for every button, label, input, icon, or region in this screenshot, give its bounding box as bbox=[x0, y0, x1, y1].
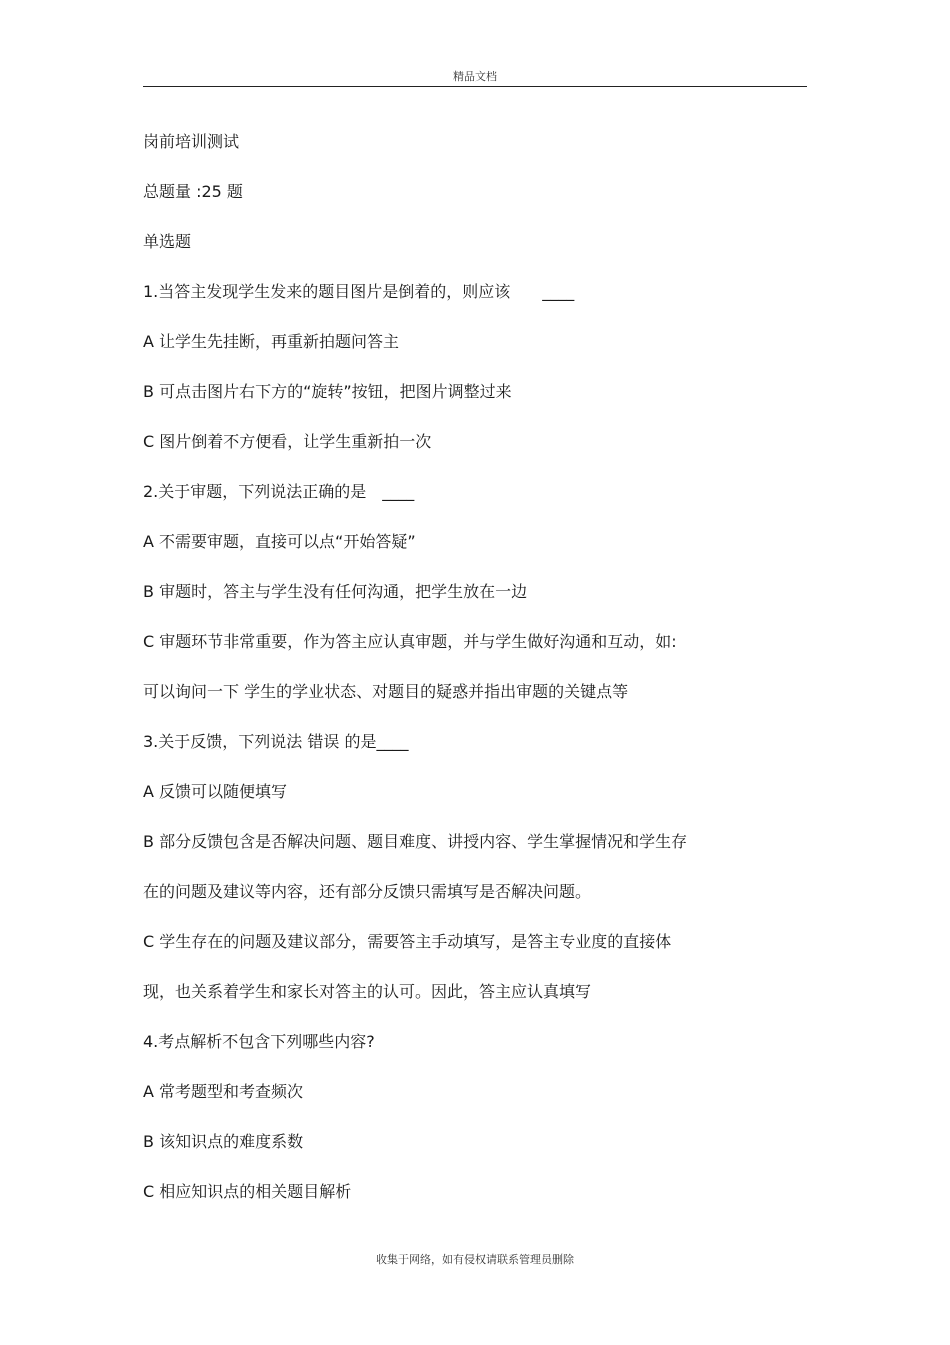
q4-option-b: B 该知识点的难度系数 bbox=[143, 1132, 304, 1151]
q3-option-b-cont: 在的问题及建议等内容，还有部分反馈只需填写是否解决问题。 bbox=[143, 882, 592, 901]
header-divider bbox=[143, 86, 807, 87]
question-3: 3.关于反馈，下列说法 错误 的是____ bbox=[143, 732, 409, 751]
q1-option-c: C 图片倒着不方便看，让学生重新拍一次 bbox=[143, 432, 432, 451]
q3-option-c-cont: 现，也关系着学生和家长对答主的认可。因此，答主应认真填写 bbox=[143, 982, 592, 1001]
q1-option-a: A 让学生先挂断，再重新拍题问答主 bbox=[143, 332, 400, 351]
section-heading: 单选题 bbox=[143, 232, 192, 251]
q4-option-c: C 相应知识点的相关题目解析 bbox=[143, 1182, 352, 1201]
q4-option-a: A 常考题型和考查频次 bbox=[143, 1082, 304, 1101]
q2-option-c-cont: 可以询问一下 学生的学业状态、对题目的疑惑并指出审题的关键点等 bbox=[143, 682, 629, 701]
q2-option-c: C 审题环节非常重要，作为答主应认真审题，并与学生做好沟通和互动，如: bbox=[143, 632, 677, 651]
doc-title: 岗前培训测试 bbox=[143, 132, 240, 151]
q3-option-b: B 部分反馈包含是否解决问题、题目难度、讲授内容、学生掌握情况和学生存 bbox=[143, 832, 688, 851]
q2-option-b: B 审题时，答主与学生没有任何沟通，把学生放在一边 bbox=[143, 582, 528, 601]
q3-option-c: C 学生存在的问题及建议部分，需要答主手动填写，是答主专业度的直接体 bbox=[143, 932, 672, 951]
question-count: 总题量 :25 题 bbox=[143, 182, 243, 201]
q2-option-a: A 不需要审题，直接可以点“开始答疑” bbox=[143, 532, 416, 551]
question-2: 2.关于审题，下列说法正确的是 ____ bbox=[143, 482, 415, 501]
question-4: 4.考点解析不包含下列哪些内容? bbox=[143, 1032, 375, 1051]
q1-option-b: B 可点击图片右下方的“旋转”按钮，把图片调整过来 bbox=[143, 382, 512, 401]
question-1: 1.当答主发现学生发来的题目图片是倒着的，则应该 ____ bbox=[143, 282, 575, 301]
page-header: 精品文档 bbox=[453, 70, 497, 83]
page-footer: 收集于网络，如有侵权请联系管理员删除 bbox=[376, 1253, 574, 1266]
q3-option-a: A 反馈可以随便填写 bbox=[143, 782, 288, 801]
